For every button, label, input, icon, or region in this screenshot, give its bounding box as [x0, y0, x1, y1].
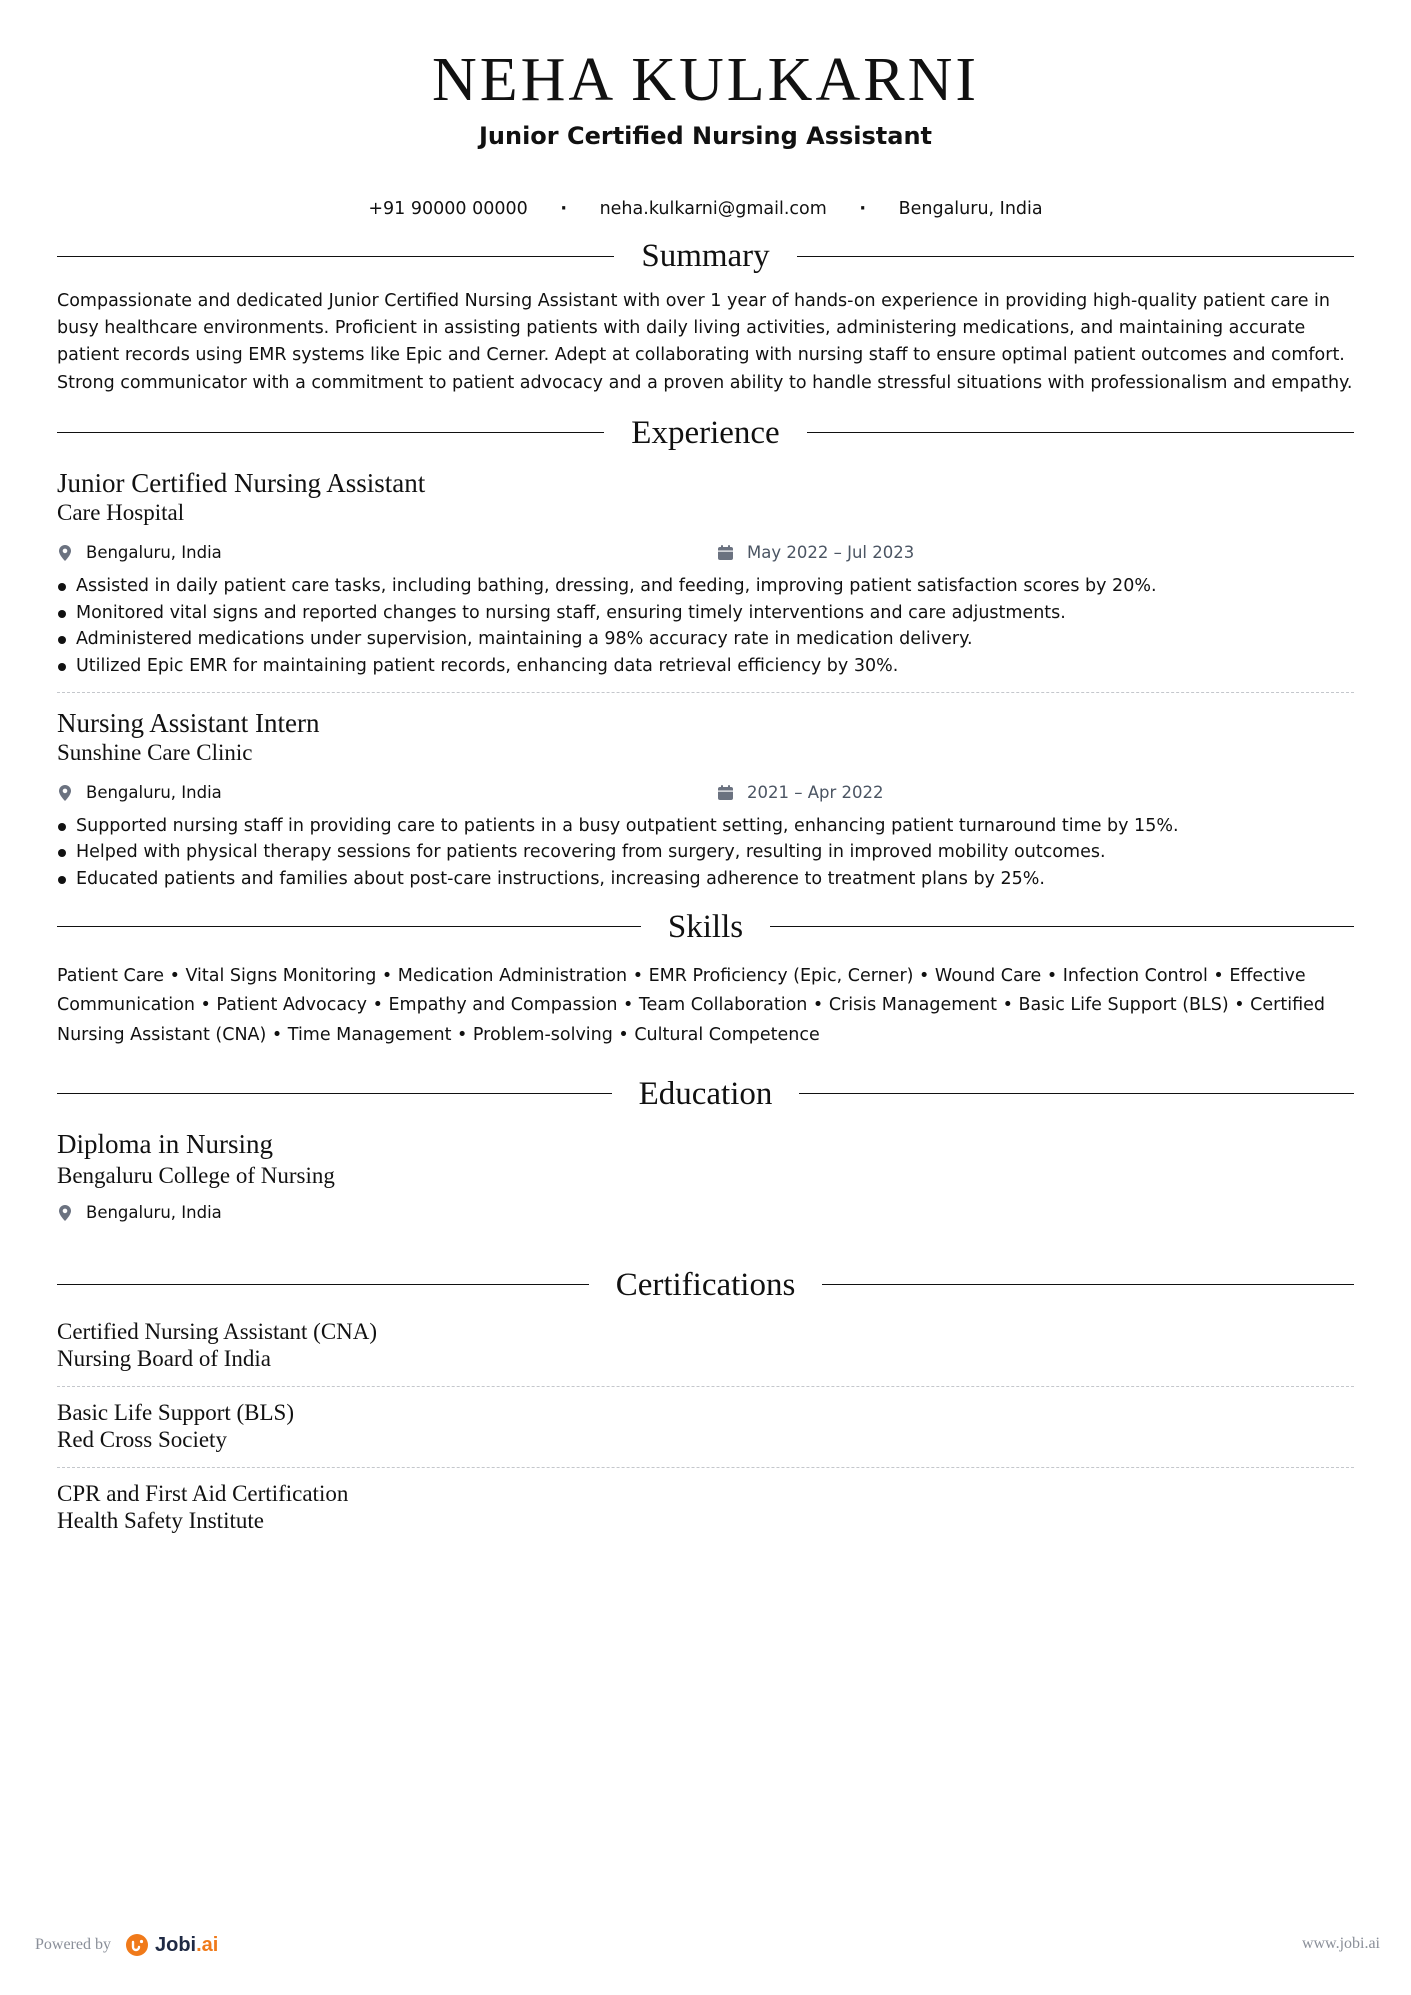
job-title: Junior Certified Nursing Assistant: [57, 467, 426, 498]
section-title: Education: [638, 1075, 773, 1112]
brand-main: Jobi: [154, 1933, 197, 1956]
education-heading: [57, 1072, 1354, 1116]
experience-heading: [57, 411, 1354, 455]
job-bullets: [57, 573, 1354, 680]
education-location-text: Bengaluru, India: [86, 1202, 222, 1222]
dashed-divider: [57, 1386, 1354, 1387]
divider: [57, 1093, 612, 1094]
certification-name: CPR and First Aid Certification: [57, 1480, 349, 1506]
jobi-logo-icon: [125, 1933, 149, 1957]
job-company: Sunshine Care Clinic: [57, 739, 253, 765]
divider: [57, 1284, 589, 1285]
divider: [797, 256, 1354, 257]
certification-name: Certified Nursing Assistant (CNA): [57, 1318, 378, 1344]
footer-url[interactable]: www.jobi.ai: [1301, 1935, 1380, 1952]
skills-list: Patient Care • Vital Signs Monitoring • Medication Administration • EMR Proficiency (Epic, Cerner) • Wound Care • Infection Control • Effective Communication • Patient Advocacy • Empathy and Compassion • Team Collaboration • Crisis Management • Basic Life Support (BLS) • Certified Nursing Assistant (CNA) • Time Management • Problem-solving • Cultural Competence: [57, 965, 1325, 1045]
dashed-divider: [57, 692, 1354, 693]
divider: [799, 1093, 1354, 1094]
certification-issuer: Health Safety Institute: [57, 1507, 264, 1533]
job-dates-text: 2021 – Apr 2022: [747, 782, 884, 802]
powered-by-label: Powered by: [35, 1936, 111, 1953]
job-meta: [57, 541, 1354, 565]
brand-suffix: .ai: [196, 1933, 219, 1956]
divider: [57, 432, 604, 433]
contact-separator: ·: [859, 199, 867, 219]
job-meta: [57, 781, 1354, 805]
contact-location: Bengaluru, India: [898, 199, 1043, 219]
divider: [807, 432, 1354, 433]
certification-issuer: Red Cross Society: [57, 1426, 227, 1452]
contact-phone: +91 90000 00000: [368, 199, 528, 219]
contact-line: [57, 197, 1354, 221]
certification-item: [57, 1399, 1354, 1453]
certification-item: [57, 1318, 1354, 1372]
education-location: [57, 1201, 717, 1225]
certifications-heading: [57, 1263, 1354, 1307]
candidate-name: NEHA KULKARNI: [431, 46, 980, 114]
divider: [57, 926, 641, 927]
education-meta: [57, 1201, 1354, 1225]
experience-entry: [57, 467, 1354, 680]
calendar-icon: [717, 784, 734, 801]
list-item: Assisted in daily patient care tasks, including bathing, dressing, and feeding, improving patient satisfaction scores by 20%.: [57, 573, 1354, 600]
section-title: Experience: [631, 414, 780, 451]
brand-name[interactable]: [155, 1934, 218, 1957]
calendar-icon: [717, 544, 734, 561]
degree: Diploma in Nursing: [57, 1128, 273, 1159]
dashed-divider: [57, 1467, 1354, 1468]
resume-page: [57, 0, 1354, 1534]
section-title: Summary: [641, 238, 770, 274]
job-dates: [717, 541, 914, 565]
divider: [770, 926, 1354, 927]
divider: [57, 256, 614, 257]
list-item: Utilized Epic EMR for maintaining patient records, enhancing data retrieval efficiency by 30%.: [57, 653, 1354, 680]
job-bullets: [57, 813, 1354, 893]
certification-item: [57, 1480, 1354, 1534]
list-item: Helped with physical therapy sessions for patients recovering from surgery, resulting in improved mobility outcomes.: [57, 839, 1354, 866]
summary-heading: [57, 234, 1354, 278]
job-dates-text: May 2022 – Jul 2023: [747, 542, 915, 562]
map-pin-icon: [57, 544, 73, 562]
map-pin-icon: [57, 784, 73, 802]
job-location-text: Bengaluru, India: [86, 542, 222, 562]
list-item: Administered medications under supervision, maintaining a 98% accuracy rate in medication delivery.: [57, 626, 1354, 653]
skills-heading: [57, 905, 1354, 949]
list-item: Supported nursing staff in providing care to patients in a busy outpatient setting, enhancing patient turnaround time by 15%.: [57, 813, 1354, 840]
job-location-text: Bengaluru, India: [86, 782, 222, 802]
contact-email[interactable]: neha.kulkarni@gmail.com: [599, 199, 827, 219]
divider: [822, 1284, 1354, 1285]
certification-issuer: Nursing Board of India: [57, 1345, 271, 1371]
school: Bengaluru College of Nursing: [57, 1162, 335, 1188]
job-dates: [717, 781, 884, 805]
summary-text: Compassionate and dedicated Junior Certified Nursing Assistant with over 1 year of hands-on experience in providing high-quality patient care in busy healthcare environments. Proficient in assisting patients with daily living activities, administering medications, and maintaining accurate patient records using EMR systems like Epic and Cerner. Adept at collaborating with nursing staff to ensure optimal patient outcomes and comfort. Strong communicator with a commitment to patient advocacy and a proven ability to handle stressful situations with professionalism and empathy.: [57, 291, 1353, 393]
contact-separator: ·: [560, 199, 567, 219]
job-title: Nursing Assistant Intern: [57, 707, 320, 738]
certification-name: Basic Life Support (BLS): [57, 1399, 294, 1425]
job-location: [57, 541, 717, 565]
list-item: Educated patients and families about post-care instructions, increasing adherence to treatment plans by 25%.: [57, 866, 1354, 893]
candidate-title: Junior Certified Nursing Assistant: [478, 122, 933, 150]
section-title: Certifications: [615, 1266, 796, 1303]
footer-branding: [35, 1933, 218, 1957]
section-title: Skills: [667, 908, 744, 945]
education-entry: [57, 1128, 1354, 1225]
experience-entry: [57, 707, 1354, 893]
job-location: [57, 781, 717, 805]
job-company: Care Hospital: [57, 499, 185, 525]
list-item: Monitored vital signs and reported changes to nursing staff, ensuring timely interventions and care adjustments.: [57, 600, 1354, 627]
map-pin-icon: [57, 1204, 73, 1222]
